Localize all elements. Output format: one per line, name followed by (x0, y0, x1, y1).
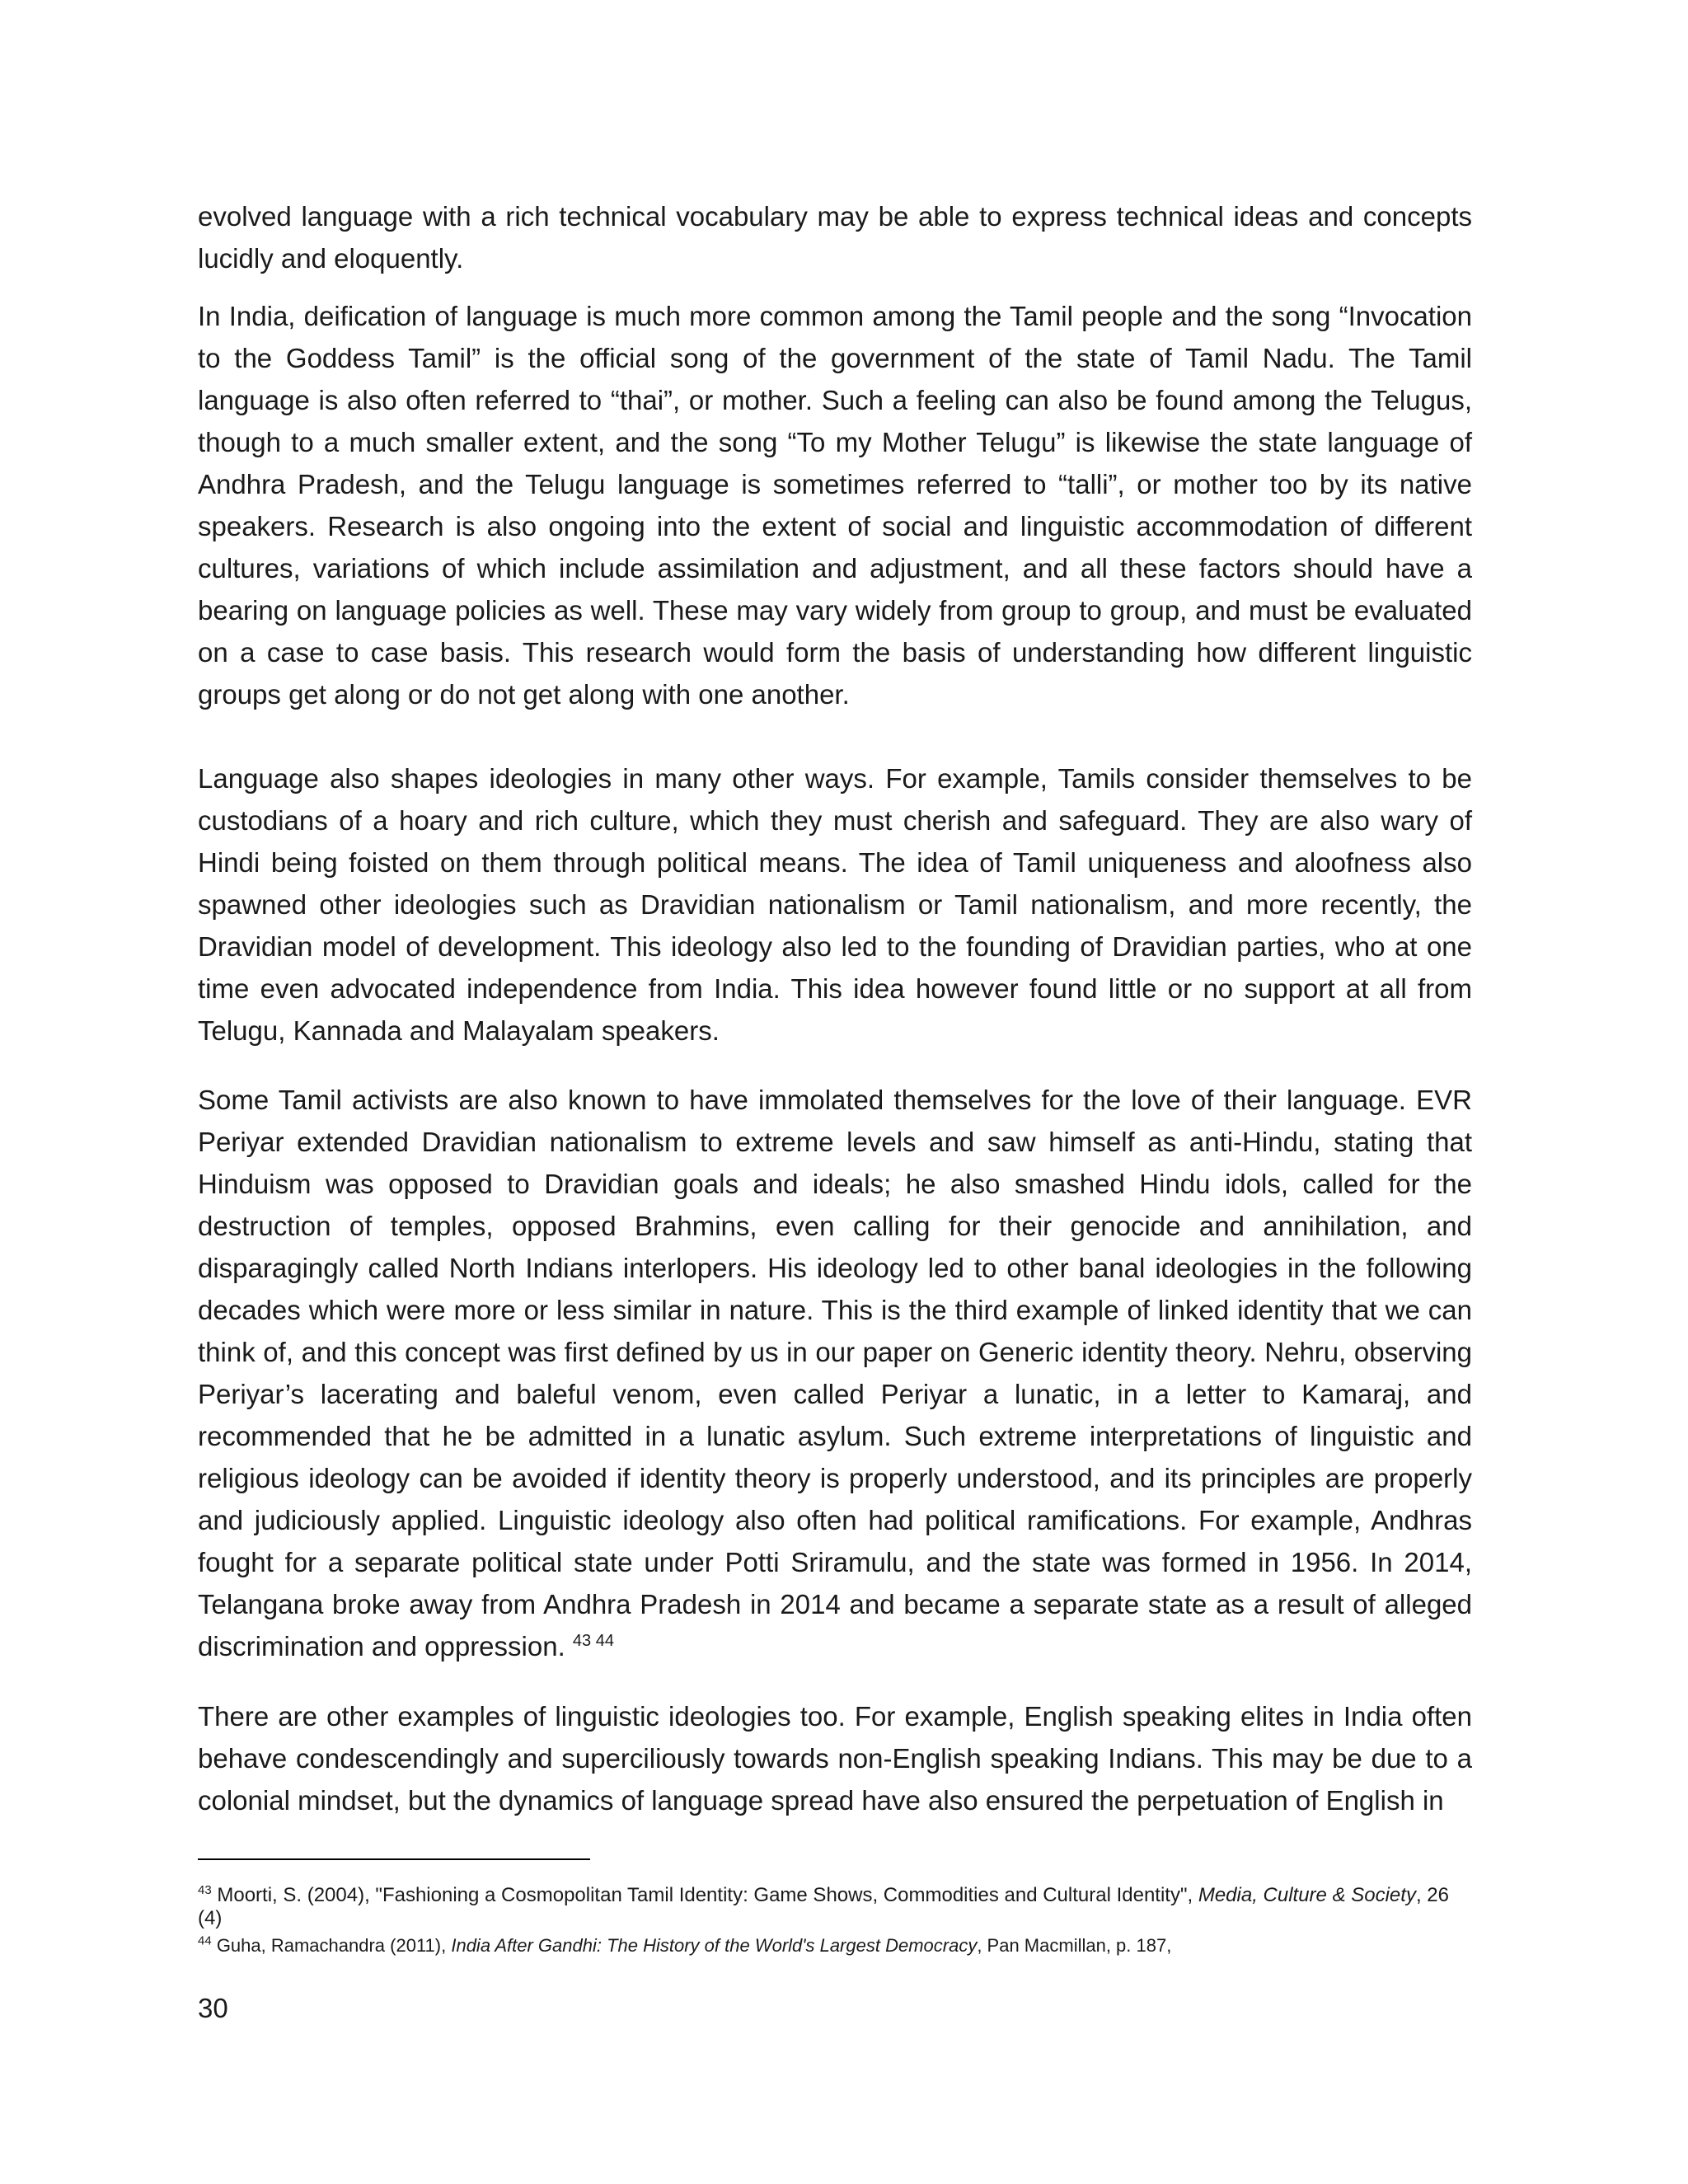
footnote-44-book-title: India After Gandhi: The History of the World's Largest Democracy (451, 1935, 978, 1956)
footnote-44 (198, 1934, 1472, 1957)
paragraph-5: There are other examples of linguistic ideologies too. For example, English speaking elites in India often behave condescendingly and superciliously towards non-English speaking Indians. This may be due to a colonial mindset, but the dynamics of language spread have also ensured the perpetuation of English in (198, 1701, 1472, 1816)
footnote-43 (198, 1884, 1472, 1930)
footnote-44-suffix: , Pan Macmillan, p. 187, (977, 1935, 1172, 1956)
paragraph-1: evolved language with a rich technical vocabulary may be able to express technical ideas and concepts lucidly and eloquently. (198, 201, 1472, 274)
footnote-43-journal: Media, Culture & Society (1198, 1884, 1416, 1906)
paragraph-3: Language also shapes ideologies in many other ways. For example, Tamils consider themselves to be custodians of a hoary and rich culture, which they must cherish and safeguard. They are also wary of Hindi being foisted on them through political means. The idea of Tamil uniqueness and aloofness also spawned other ideologies such as Dravidian nationalism or Tamil nationalism, and more recently, the Dravidian model of development. This ideology also led to the founding of Dravidian parties, who at one time even advocated independence from India. This idea however found little or no support at all from Telugu, Kannada and Malayalam speakers. (198, 763, 1472, 1046)
page-number: 30 (198, 1993, 228, 2023)
footnote-43-text: Moorti, S. (2004), "Fashioning a Cosmopolitan Tamil Identity: Game Shows, Commodities and Cultural Identity", (217, 1884, 1198, 1906)
paragraph-4 (198, 1079, 1472, 1667)
paragraph-2: In India, deification of language is much more common among the Tamil people and the song “Invocation to the Goddess Tamil” is the official song of the government of the state of Tamil Nadu. The Tamil language is also often referred to “thai”, or mother. Such a feeling can also be found among the Telugus, though to a much smaller extent, and the song “To my Mother Telugu” is likewise the state language of Andhra Pradesh, and the Telugu language is sometimes referred to “talli”, or mother too by its native speakers. Research is also ongoing into the extent of social and linguistic accommodation of different cultures, variations of which include assimilation and adjustment, and all these factors should have a bearing on language policies as well. These may vary widely from group to group, and must be evaluated on a case to case basis. This research would form the basis of understanding how different linguistic groups get along or do not get along with one another. (198, 301, 1472, 710)
footnote-reference-43-44: 43 44 (572, 1632, 614, 1650)
paragraph-4-text: Some Tamil activists are also known to have immolated themselves for the love of their language. EVR Periyar extended Dravidian nationalism to extreme levels and saw himself as anti-Hindu, stating that Hinduism was opposed to Dravidian goals and ideals; he also smashed Hindu idols, called for the destruction of temples, opposed Brahmins, even calling for their genocide and annihilation, and disparagingly called North Indians interlopers. His ideology led to other banal ideologies in the following decades which were more or less similar in nature. This is the third example of linked identity that we can think of, and this concept was first defined by us in our paper on Generic identity theory. Nehru, observing Periyar’s lacerating and baleful venom, even called Periyar a lunatic, in a letter to Kamaraj, and recommended that he be admitted in a lunatic asylum. Such extreme interpretations of linguistic and religious ideology can be avoided if identity theory is properly understood, and its principles are properly and judiciously applied. Linguistic ideology also often had political ramifications. For example, Andhras fought for a separate political state under Potti Sriramulu, and the state was formed in 1956. In 2014, Telangana broke away from Andhra Pradesh in 2014 and became a separate state as a result of alleged discrimination and oppression. (198, 1085, 1472, 1661)
footnote-43-number: 43 (198, 1883, 212, 1897)
footnote-44-text: Guha, Ramachandra (2011), (216, 1935, 452, 1956)
footnote-separator (198, 1858, 590, 1860)
footnote-43-suffix: , 26 (4) (198, 1884, 1449, 1929)
footnote-44-number: 44 (198, 1933, 212, 1948)
